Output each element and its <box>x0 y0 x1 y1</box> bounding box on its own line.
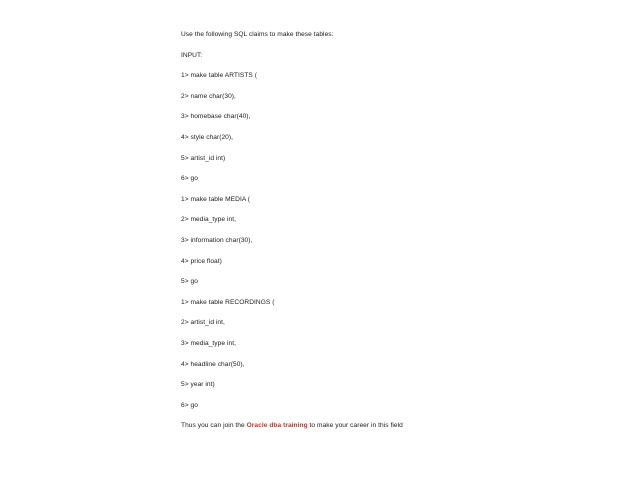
sql-line: 3> homebase char(40), <box>181 113 251 121</box>
closing-after: to make your career in this field <box>307 422 403 430</box>
sql-line: 4> headline char(50), <box>181 360 245 368</box>
intro-text: Use the following SQL claims to make these tables: <box>181 31 334 38</box>
sql-line: 5> go <box>181 278 198 286</box>
oracle-dba-training-link[interactable]: Oracle dba training <box>246 422 308 430</box>
sql-line: 3> media_type int, <box>181 339 236 347</box>
sql-line: 1> make table RECORDINGS ( <box>181 298 275 306</box>
sql-line: 4> style char(20), <box>181 133 234 141</box>
sql-line: 6> go <box>181 401 198 409</box>
sql-line: 5> year int) <box>181 381 215 389</box>
sql-lines <box>181 72 601 410</box>
input-label: INPUT: <box>181 51 203 59</box>
sql-line: 1> make table ARTISTS ( <box>181 72 257 80</box>
sql-line: 5> artist_id int) <box>181 154 226 162</box>
closing-before: Thus you can join the <box>181 422 247 430</box>
sql-line: 6> go <box>181 175 198 183</box>
sql-line: 3> information char(30), <box>181 236 253 244</box>
sql-line: 2> media_type int, <box>181 216 236 224</box>
sql-line: 2> artist_id int, <box>181 319 225 327</box>
sql-line: 1> make table MEDIA ( <box>181 195 251 203</box>
sql-line: 2> name char(30), <box>181 92 236 100</box>
document-body <box>181 31 601 443</box>
closing-text <box>181 422 601 430</box>
sql-line: 4> price float) <box>181 257 222 265</box>
